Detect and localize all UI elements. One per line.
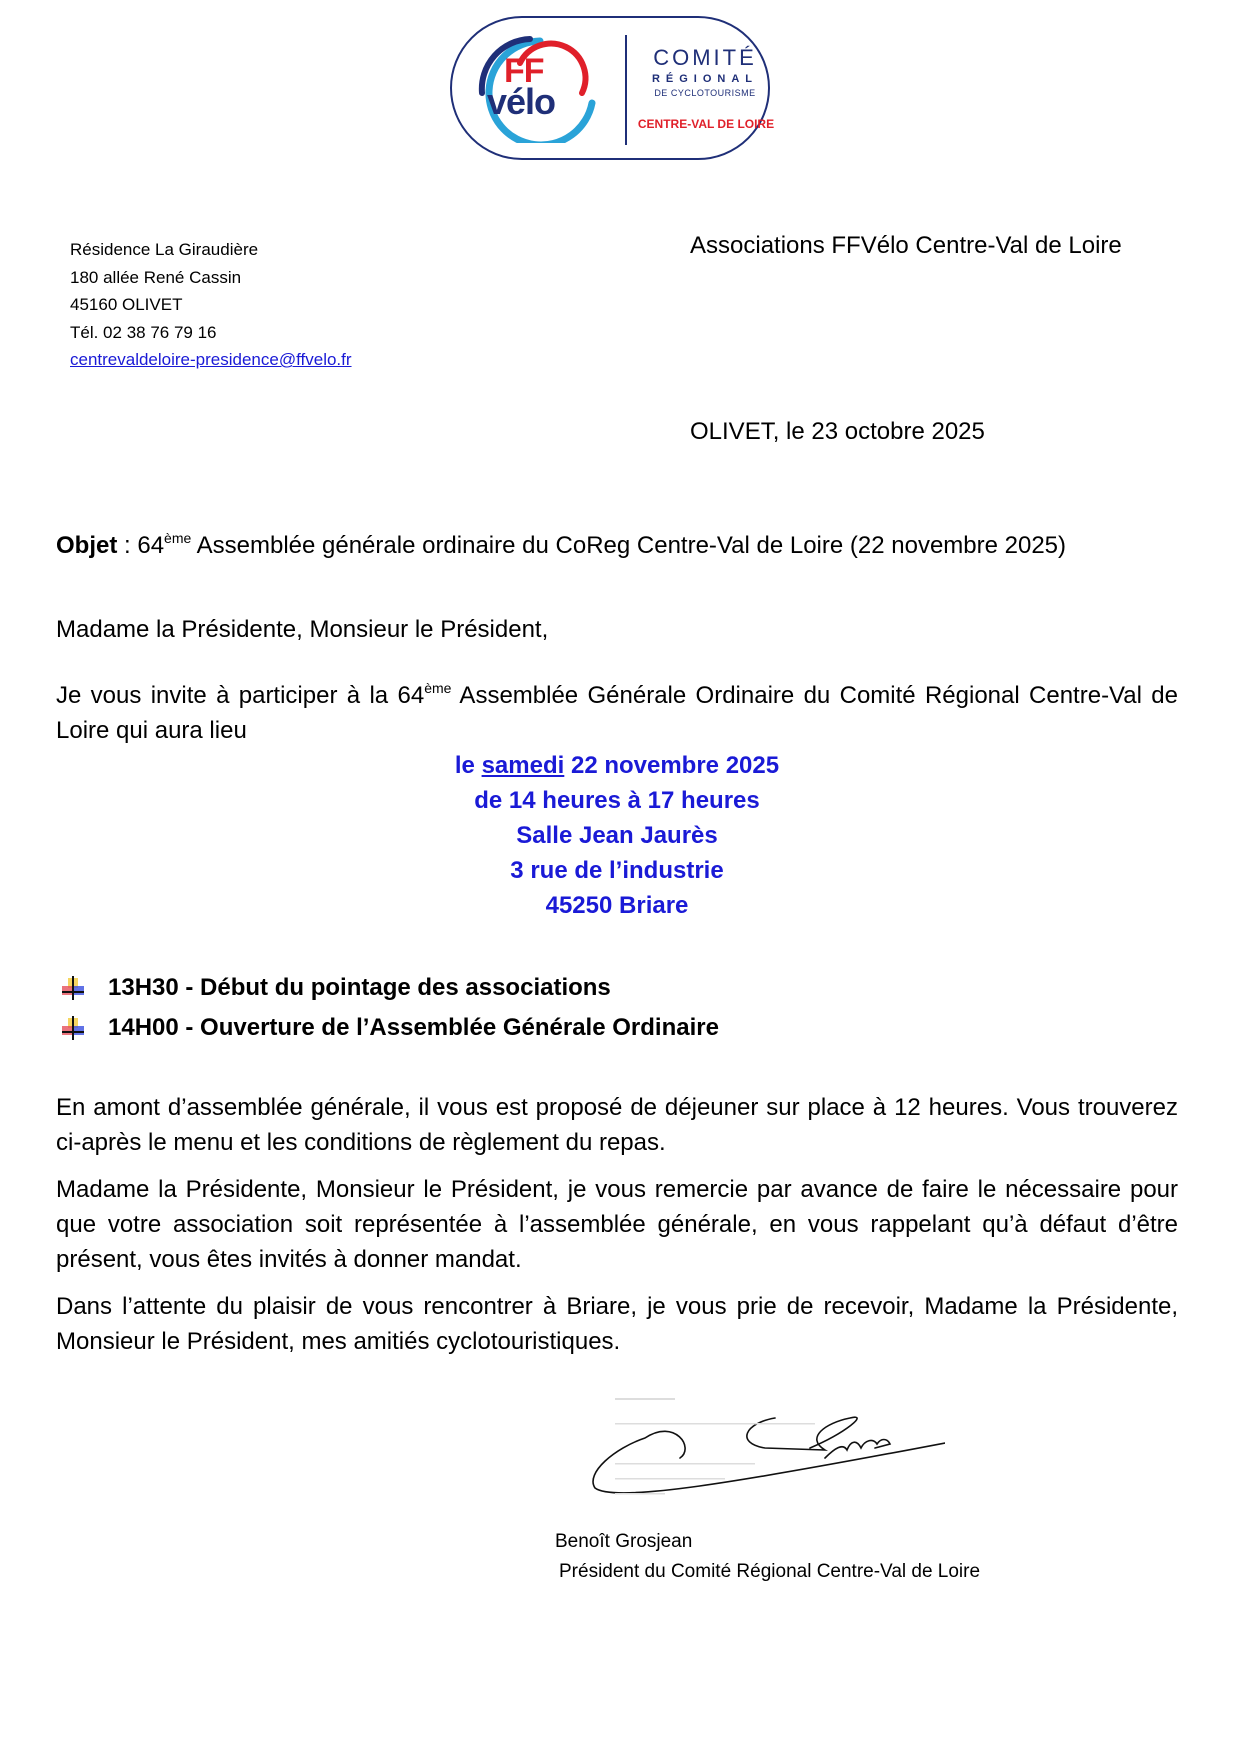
object-label: Objet — [56, 532, 118, 559]
letter-object — [56, 528, 1178, 563]
sender-email-link[interactable]: centrevaldeloire-presidence@ffvelo.fr — [70, 350, 352, 369]
event-time: de 14 heures à 17 heures — [474, 787, 760, 814]
logo-velo-text: vélo — [487, 81, 556, 122]
recipient: Associations FFVélo Centre-Val de Loire — [690, 232, 1122, 259]
logo-ff-text: FF — [504, 52, 544, 90]
schedule-item — [60, 968, 719, 1008]
invite-before: Je vous invite à participer à la 64 — [56, 682, 425, 709]
schedule-item — [60, 1008, 719, 1048]
handwritten-signature-icon — [585, 1378, 945, 1518]
paragraph-closing: Dans l’attente du plaisir de vous rencontrer à Briare, je vous prie de recevoir, Madame la Présidente, Monsieur le Président, mes amitiés cyclotouristiques. — [56, 1293, 1178, 1355]
event-address: 3 rue de l’industrie — [510, 857, 724, 884]
invite-paragraph — [56, 678, 1178, 748]
event-date-suffix: 22 novembre 2025 — [564, 752, 780, 779]
schedule-item-text: 14H00 - Ouverture de l’Assemblée Générale Ordinaire — [108, 1014, 719, 1041]
event-date — [56, 748, 1178, 783]
paragraph-lunch: En amont d’assemblée générale, il vous est proposé de déjeuner sur place à 12 heures. Vous trouverez ci-après le menu et les conditions de règlement du repas. — [56, 1094, 1178, 1156]
logo-region-text: CENTRE-VAL DE LOIRE — [637, 117, 775, 131]
logo-divider — [625, 35, 627, 145]
signer-name: Benoît Grosjean — [555, 1531, 693, 1552]
paragraph-representation: Madame la Présidente, Monsieur le Président, je vous remercie par avance de faire le nécessaire pour que votre association soit représentée à l’assemblée générale, en vous rappelant qu’à défaut d’être présent, vous êtes invités à donner mandat. — [56, 1176, 1178, 1273]
greeting: Madame la Présidente, Monsieur le Président, — [56, 616, 549, 643]
letter-date: OLIVET, le 23 octobre 2025 — [690, 418, 985, 445]
object-separator: : 64 — [117, 532, 165, 559]
invite-ordinal: ème — [424, 680, 452, 696]
event-city: 45250 Briare — [545, 892, 689, 919]
event-day: samedi — [481, 752, 565, 779]
event-date-prefix: le — [454, 752, 482, 779]
logo-comite-text: COMITÉ — [653, 45, 757, 70]
signer-title: Président du Comité Régional Centre-Val de Loire — [559, 1561, 981, 1582]
object-text: Assemblée générale ordinaire du CoReg Centre-Val de Loire (22 novembre 2025) — [191, 532, 1067, 559]
sender-address-block — [70, 236, 352, 374]
event-details — [56, 748, 1178, 923]
logo-cyclotourisme-text: DE CYCLOTOURISME — [654, 88, 756, 98]
invite-after: Assemblée Générale Ordinaire du Comité Régional Centre-Val de Loire qui aura lieu — [56, 682, 1178, 744]
sender-street: 180 allée René Cassin — [70, 267, 242, 287]
four-color-cross-bullet-icon — [60, 974, 88, 1002]
schedule-item-text: 13H30 - Début du pointage des associations — [108, 974, 611, 1001]
sender-residence: Résidence La Giraudière — [70, 240, 259, 259]
object-ordinal: ème — [164, 530, 192, 546]
sender-phone: Tél. 02 38 76 79 16 — [70, 322, 217, 342]
logo-regional-text: RÉGIONAL — [651, 73, 759, 85]
event-venue: Salle Jean Jaurès — [516, 822, 718, 849]
sender-city: 45160 OLIVET — [70, 295, 183, 314]
schedule-list — [60, 968, 719, 1048]
four-color-cross-bullet-icon — [60, 1014, 88, 1042]
